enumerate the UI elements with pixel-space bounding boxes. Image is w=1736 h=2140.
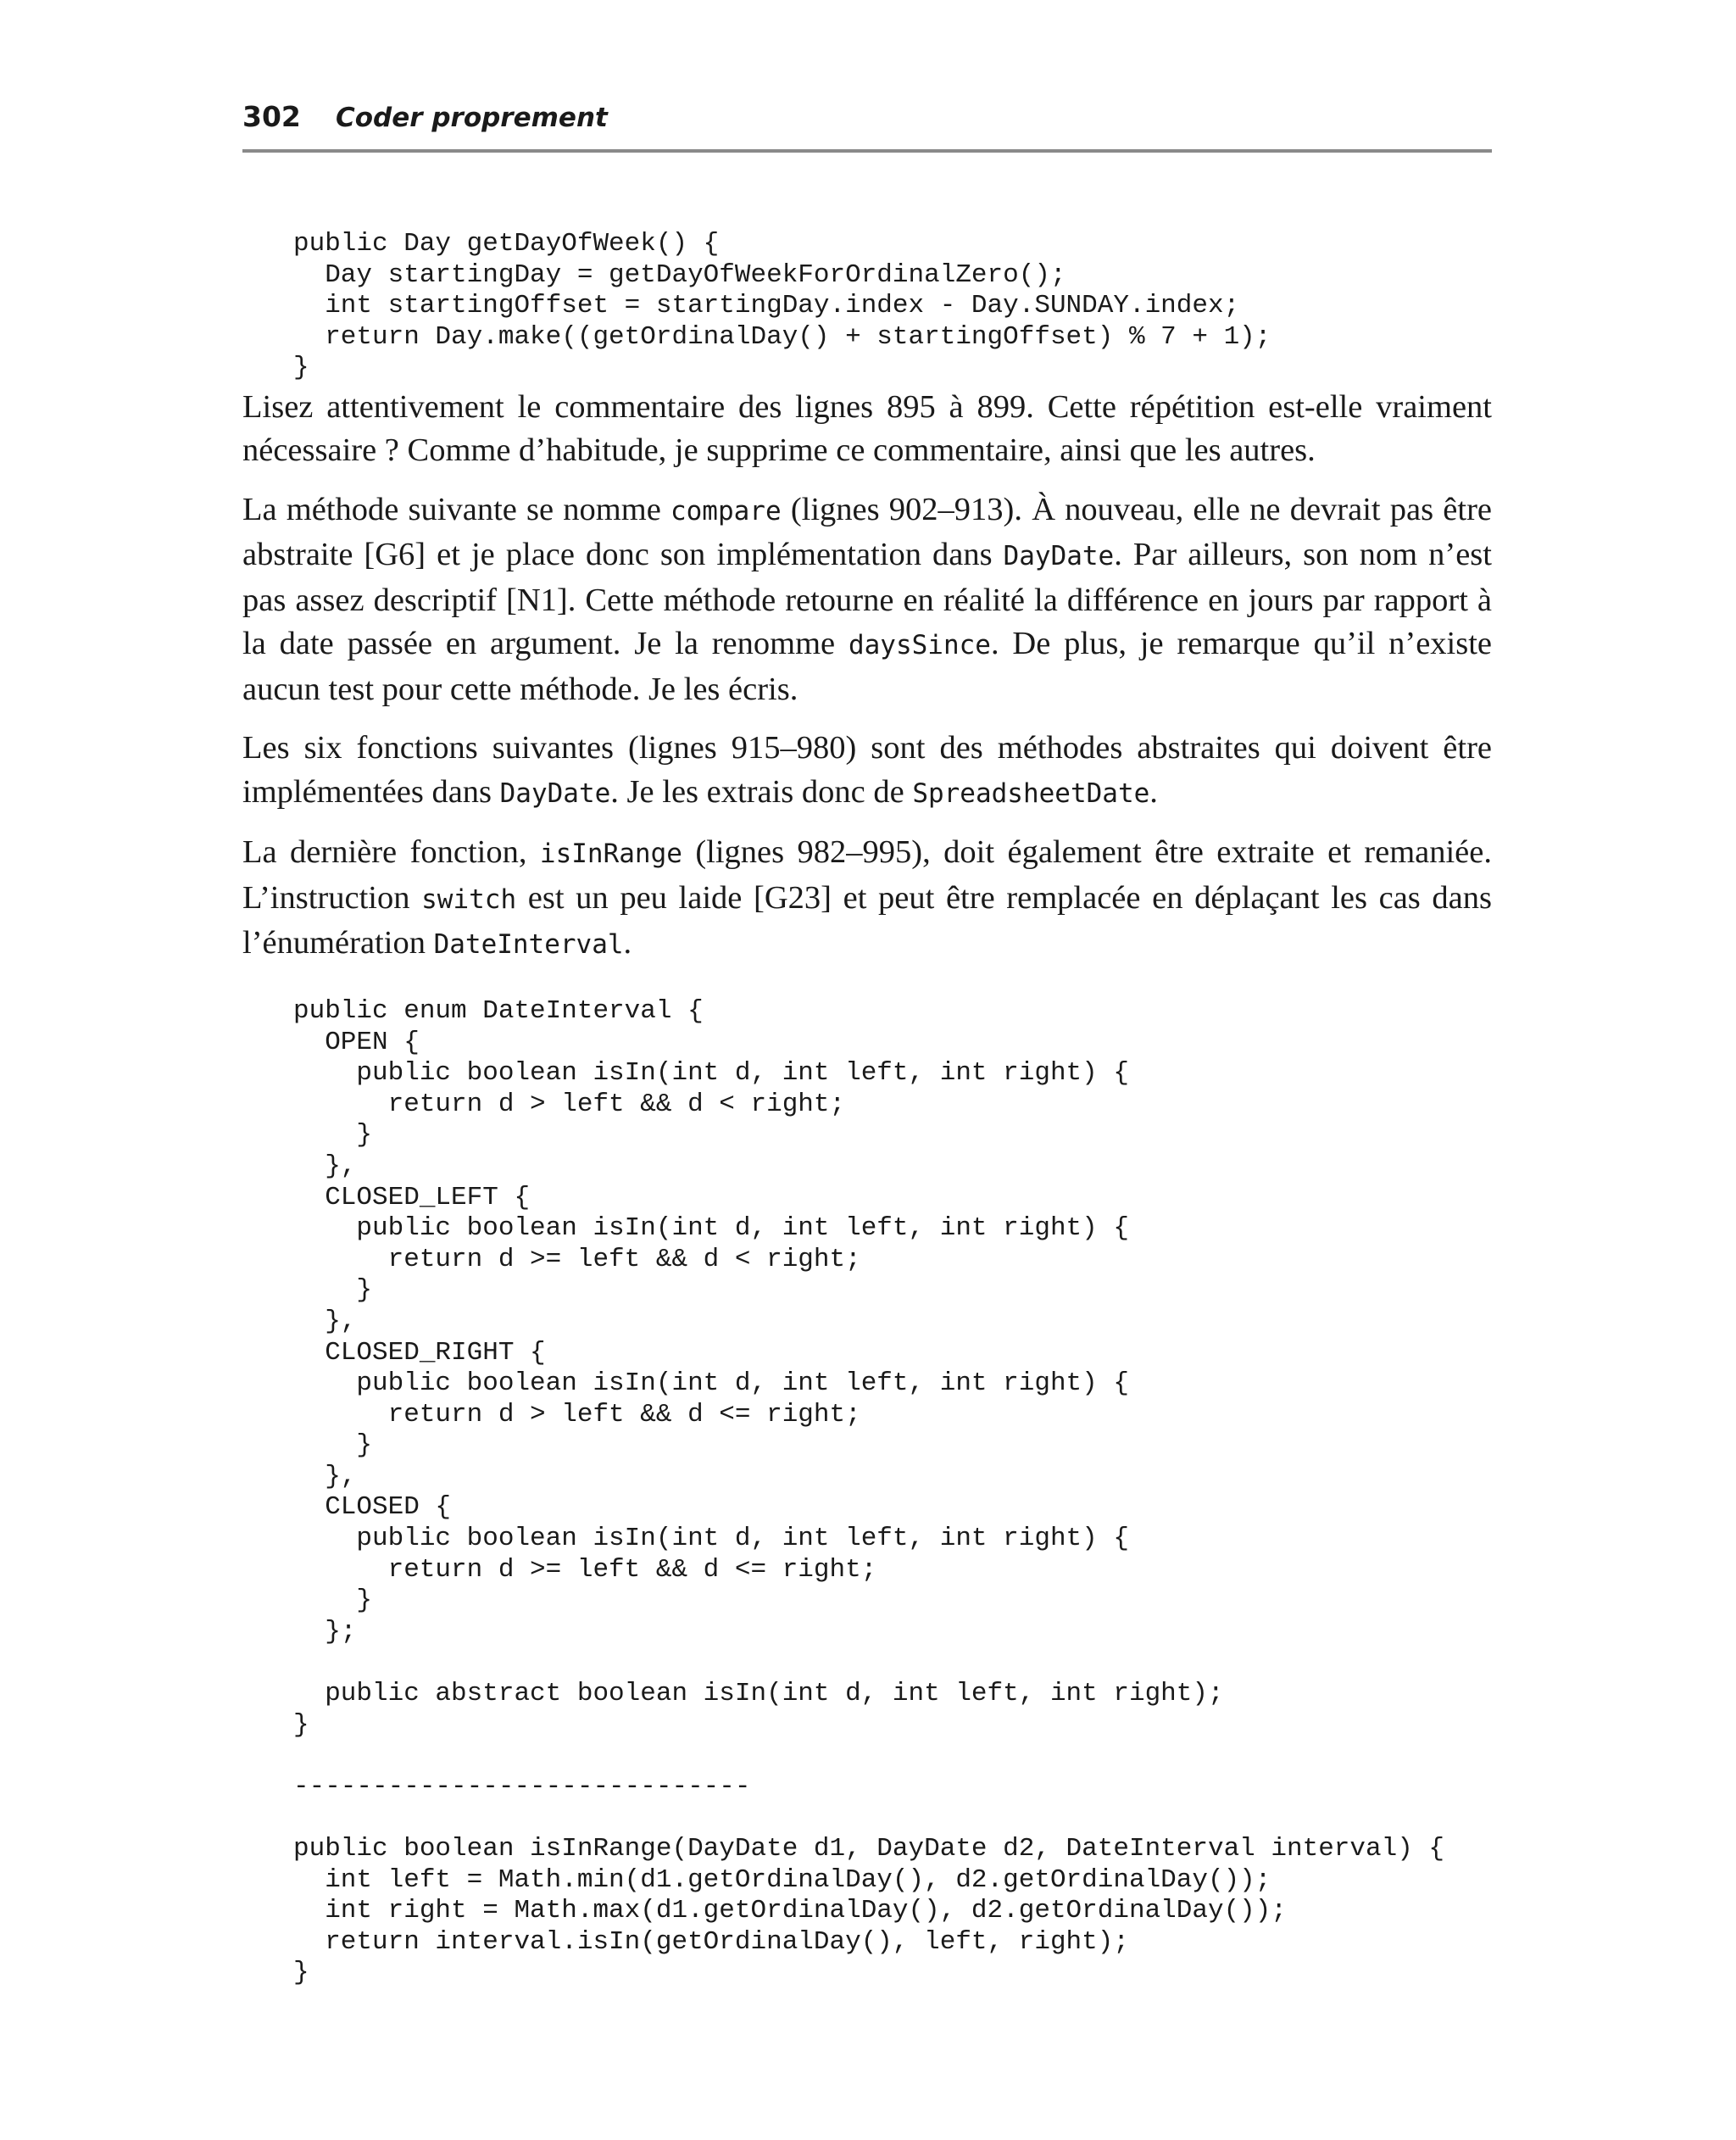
paragraph-text: (lignes 902–913). À nouveau, elle ne devrait pas être abstraite [G6] et je place donc son implémentation dans bbox=[242, 491, 1492, 573]
header-rule bbox=[242, 149, 1492, 153]
page-header bbox=[242, 100, 1492, 148]
paragraph-text: . bbox=[623, 925, 632, 961]
paragraph-text: (lignes 982–995), doit également être extraite et remaniée. L’instruction bbox=[242, 834, 1492, 916]
paragraph-text: . Par ailleurs, son nom n’est pas assez descriptif [N1]. Cette méthode retourne en réalité la différence en jours par rapport à la date passée en argument. Je la renomme bbox=[242, 537, 1492, 662]
paragraph-text: La dernière fonction, bbox=[242, 834, 540, 871]
paragraph-compare-method bbox=[242, 488, 1492, 712]
inline-code: isInRange bbox=[539, 839, 682, 870]
paragraph-comment-lines bbox=[242, 386, 1492, 473]
inline-code: daysSince bbox=[848, 630, 991, 661]
code-block-date-interval: public enum DateInterval { OPEN { public boolean isIn(int d, int left, int right) { return d > left && d < right; } }, CLOSED_LEFT { public boolean isIn(int d, int left, int right) { return d >= left && d < right; } }, CLOSED_RIGHT { public boolean isIn(int d, int left, int right) { return d > left && d <= right; } }, CLOSED { public boolean isIn(int d, int left, int right) { return d >= left && d <= right; } }; public abstract boolean isIn(int d, int left, int right); } ----------------------------- public boolean isInRange(DayDate d1, DayDate d2, DateInterval interval) { int left = Math.min(d1.getOrdinalDay(), d2.getOrdinalDay()); int right = Math.max(d1.getOrdinalDay(), d2.getOrdinalDay()); return interval.isIn(getOrdinalDay(), left, right); } bbox=[293, 995, 1445, 1988]
code-block-get-day-of-week: public Day getDayOfWeek() { Day startingDay = getDayOfWeekForOrdinalZero(); int startingOffset = startingDay.index - Day.SUNDAY.index; return Day.make((getOrdinalDay() + startingOffset) % 7 + 1); } bbox=[293, 229, 1271, 383]
paragraph-text: est un peu laide [G23] et peut être remplacée en déplaçant les cas dans l’énumération bbox=[242, 879, 1493, 961]
page-body bbox=[242, 229, 1492, 1989]
paragraph-text: . De plus, je remarque qu’il n’existe aucun test pour cette méthode. Je les écris. bbox=[242, 626, 1493, 707]
inline-code: switch bbox=[421, 883, 517, 915]
inline-code: DayDate bbox=[499, 777, 611, 809]
paragraph-text: La méthode suivante se nomme bbox=[242, 491, 670, 527]
page-number: 302 bbox=[242, 100, 301, 133]
paragraph-text: Lisez attentivement le commentaire des lignes 895 à 899. Cette répétition est-elle vraiment nécessaire ? Comme d’habitude, je supprime ce commentaire, ainsi que les autres. bbox=[242, 388, 1492, 469]
paragraph-text: . Je les extrais donc de bbox=[610, 773, 913, 810]
paragraph-text: Les six fonctions suivantes (lignes 915–980) sont des méthodes abstraites qui doivent être implémentées dans bbox=[242, 730, 1492, 810]
inline-code: compare bbox=[670, 495, 782, 527]
paragraph-abstract-functions bbox=[242, 727, 1492, 816]
paragraph-text: . bbox=[1149, 773, 1158, 810]
inline-code: SpreadsheetDate bbox=[912, 777, 1150, 809]
paragraph-is-in-range bbox=[242, 831, 1492, 967]
running-title: Coder proprement bbox=[336, 103, 608, 133]
inline-code: DayDate bbox=[1003, 541, 1115, 572]
inline-code: DateInterval bbox=[433, 929, 624, 961]
